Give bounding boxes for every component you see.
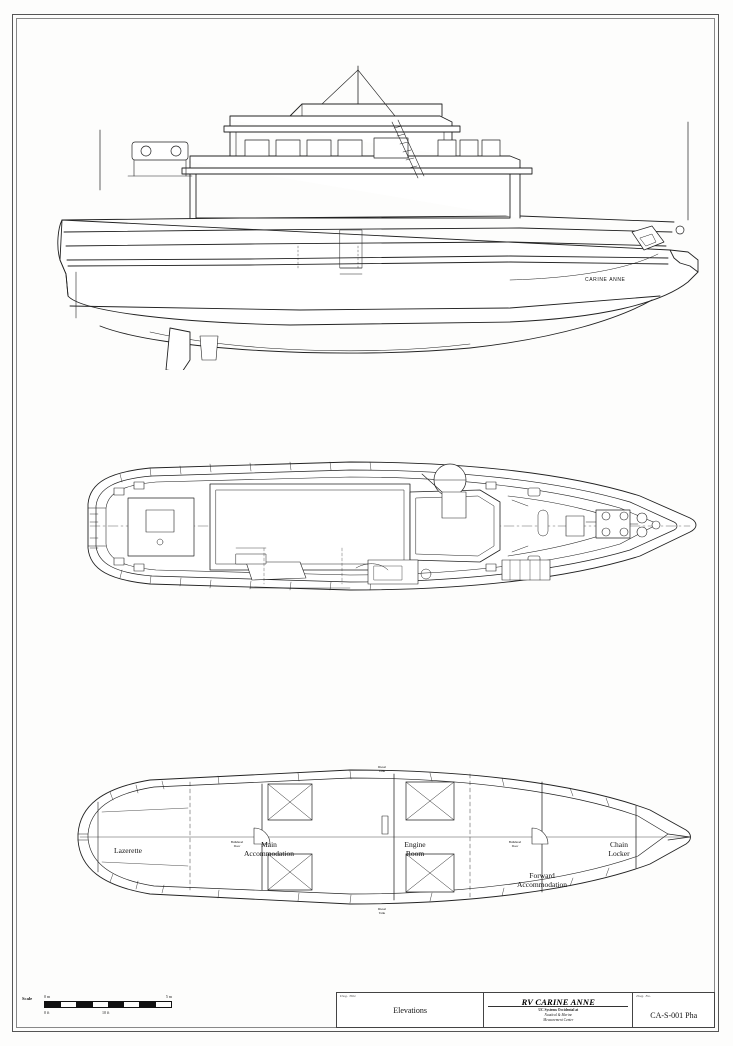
profile-elevation-view [40,60,700,370]
deck-plan-view [50,452,700,652]
title-block-client-cell [484,993,633,1027]
scale-bar-label: Scale [22,996,33,1001]
annotation-diesel-tank-lower: Diesel Tank [377,907,387,915]
annotation-bulkhead-door-fwd: Bulkhead Door [508,840,522,848]
drawing-title-value: Elevations [393,1006,427,1015]
compartment-label-engine-room: Engine Room [404,840,426,858]
compartment-label-main-accommodation: Main Accommodation [244,840,294,858]
scale-bar: Scale 0 m 5 m 0 ft 10 ft [22,994,172,1015]
vessel-name-value: RV CARINE ANNE [521,997,596,1007]
title-block-drawing-number-cell [633,993,714,1027]
compartment-label-forward-accommodation: Forward Accommodation [517,871,567,889]
hull-name-text: CARINE ANNE [585,277,626,283]
compartment-label-lazerette: Lazerette [114,846,142,855]
scale-bar-graphic [44,1001,172,1008]
title-block-drawing-title-cell [337,993,484,1027]
drawing-number-caption: Dwg. No. [636,994,651,998]
vessel-name-rule [488,1006,628,1007]
annotation-bulkhead-door-aft: Bulkhead Door [230,840,244,848]
drawing-number-value: CA-S-001 Pha [650,1011,698,1020]
client-name-block [484,1008,632,1023]
drawing-title-caption: Dwg. Title [340,994,357,998]
client-line-1: UC Systems Occidental at [538,1008,579,1012]
annotation-diesel-tank-upper: Diesel Tank [377,765,387,773]
client-line-3: Measurement Center [543,1018,574,1022]
client-line-2: Nautical & Marine [544,1013,573,1017]
compartment-label-chain-locker: Chain Locker [608,840,630,858]
title-block [336,992,715,1028]
